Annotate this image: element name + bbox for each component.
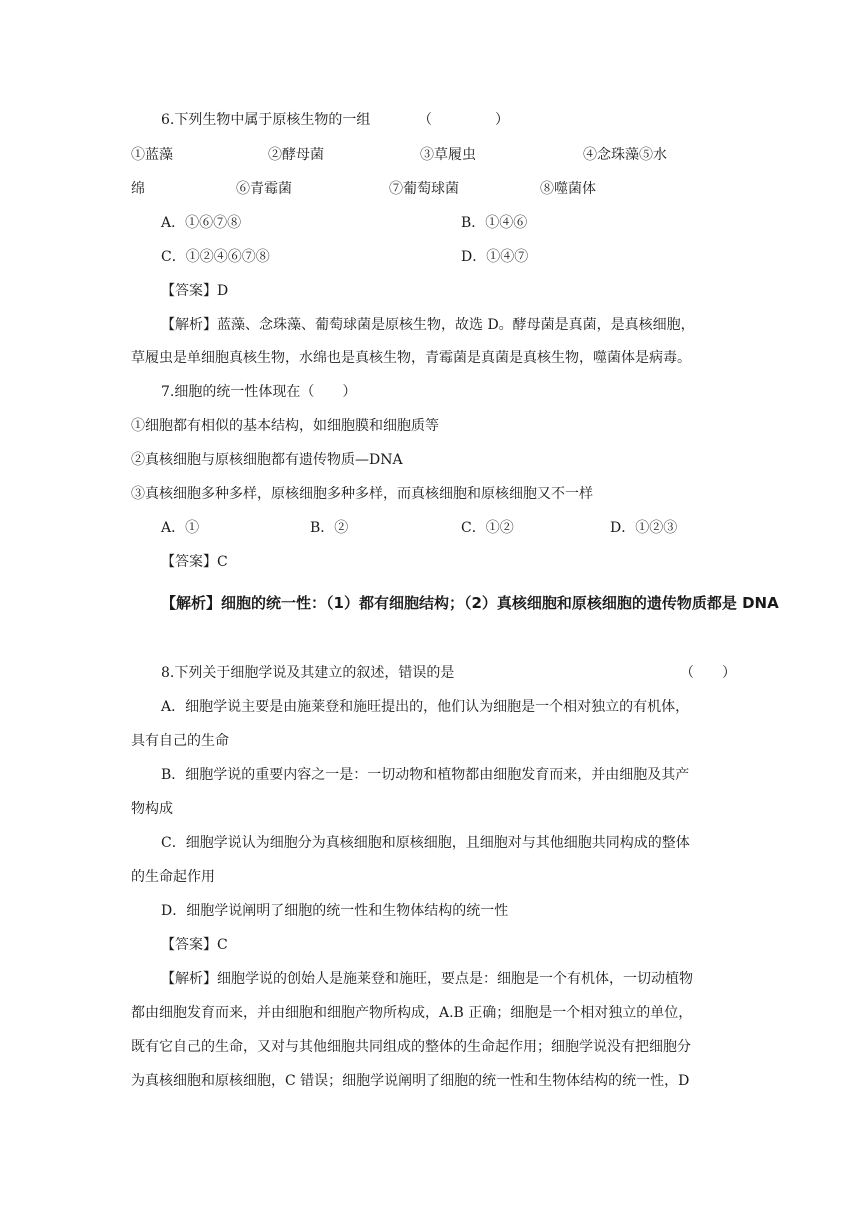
q6-analysis-line: 草履虫是单细胞真核生物，水绵也是真核生物，青霉菌是真菌是真核生物，噬菌体是病毒。 <box>131 350 691 366</box>
q8-analysis-line: 【解析】细胞学说的创始人是施莱登和施旺，要点是：细胞是一个有机体，一切动植物 <box>161 971 693 987</box>
q7-option-b: B．② <box>310 520 349 536</box>
q6-option-b: B．①④⑥ <box>461 215 528 231</box>
q6-analysis-line: 【解析】蓝藻、念珠藻、葡萄球菌是原核生物，故选 D。酵母菌是真菌，是真核细胞， <box>161 317 695 333</box>
q6-item: ⑦葡萄球菌 <box>389 181 459 197</box>
q6-item: ⑥青霉菌 <box>236 181 292 197</box>
q6-bracket-close: ） <box>495 112 509 128</box>
q7-option-c: C．①② <box>461 520 514 536</box>
q6-option-a: A．①⑥⑦⑧ <box>161 215 242 231</box>
q8-analysis-line: 为真核细胞和原核细胞，C 错误；细胞学说阐明了细胞的统一性和生物体结构的统一性，D <box>131 1073 690 1089</box>
q8-bracket: （ ） <box>680 665 736 681</box>
q6-option-d: D．①④⑦ <box>461 249 529 265</box>
q8-option-c-cont: 的生命起作用 <box>131 869 215 885</box>
q8-option-a-cont: 具有自己的生命 <box>131 733 229 749</box>
q6-item: 绵 <box>131 181 145 197</box>
q7-answer: 【答案】C <box>161 554 228 570</box>
q7-option-a: A．① <box>161 520 200 536</box>
q6-item: ②酵母菌 <box>268 147 324 163</box>
q8-option-b: B．细胞学说的重要内容之一是：一切动物和植物都由细胞发育而来，并由细胞及其产 <box>161 767 690 783</box>
q8-option-d: D．细胞学说阐明了细胞的统一性和生物体结构的统一性 <box>161 903 509 919</box>
q7-question: 7.细胞的统一性体现在（ ） <box>161 384 357 400</box>
q8-question: 8.下列关于细胞学说及其建立的叙述，错误的是 <box>161 665 455 681</box>
q6-answer: 【答案】D <box>161 283 229 299</box>
q8-answer: 【答案】C <box>161 937 228 953</box>
q6-item: ⑧噬菌体 <box>540 181 596 197</box>
q6-option-c: C．①②④⑥⑦⑧ <box>161 249 270 265</box>
q6-item: ①蓝藻 <box>131 147 173 163</box>
q8-analysis-line: 既有它自己的生命，又对与其他细胞共同组成的整体的生命起作用；细胞学说没有把细胞分 <box>131 1039 691 1055</box>
q7-analysis: 【解析】细胞的统一性：（1）都有细胞结构；（2）真核细胞和原核细胞的遗传物质都是 DNA <box>161 594 779 612</box>
q6-item: ③草履虫 <box>420 147 476 163</box>
q8-option-a: A．细胞学说主要是由施莱登和施旺提出的，他们认为细胞是一个相对独立的有机体， <box>161 699 690 715</box>
q8-option-c: C．细胞学说认为细胞分为真核细胞和原核细胞，且细胞对与其他细胞共同构成的整体 <box>161 835 690 851</box>
q8-option-b-cont: 物构成 <box>131 801 173 817</box>
q6-question: 6.下列生物中属于原核生物的一组 <box>161 112 371 128</box>
q7-option-d: D．①②③ <box>610 520 678 536</box>
q8-analysis-line: 都由细胞发育而来，并由细胞和细胞产物所构成，A.B 正确；细胞是一个相对独立的单位， <box>131 1005 693 1021</box>
q7-item: ①细胞都有相似的基本结构，如细胞膜和细胞质等 <box>131 418 439 434</box>
q7-item: ②真核细胞与原核细胞都有遗传物质—DNA <box>131 452 403 468</box>
q6-bracket-open: （ <box>418 112 432 128</box>
q7-item: ③真核细胞多种多样，原核细胞多种多样，而真核细胞和原核细胞又不一样 <box>131 486 593 502</box>
q6-item: ④念珠藻⑤水 <box>583 147 667 163</box>
